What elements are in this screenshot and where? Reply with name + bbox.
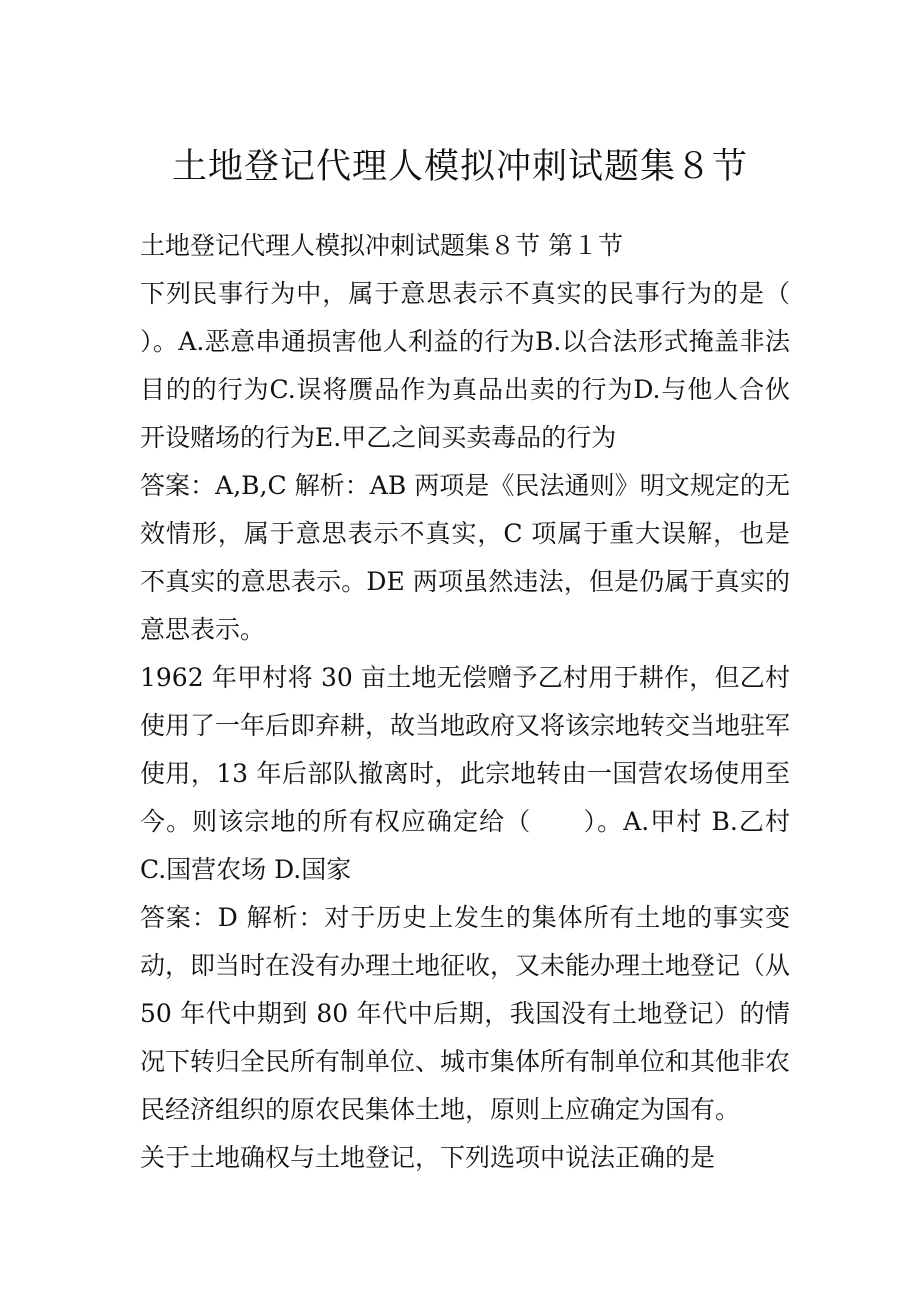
section-heading: 土地登记代理人模拟冲刺试题集８节 第１节 — [140, 231, 623, 260]
document-title: 土地登记代理人模拟冲刺试题集８节 — [171, 147, 748, 187]
question-2: 1962 年甲村将 30 亩土地无偿赠予乙村用于耕作，但乙村使用了一年后即弃耕，故当地政府又将该宗地转交当地驻军使用，13 年后部队撤离时，此宗地转由一国营农场使用至今。则该宗地的所有权应确定给（ ）。A.甲村 B.乙村 C.国营农场 D.国家 — [140, 663, 791, 884]
question-1: 下列民事行为中，属于意思表示不真实的民事行为的是（ ）。A.恶意串通损害他人利益的行为B.以合法形式掩盖非法目的的行为C.误将赝品作为真品出卖的行为D.与他人合伙开设赌场的行为E.甲乙之间买卖毒品的行为 — [140, 279, 841, 452]
question-3: 关于土地确权与土地登记，下列选项中说法正确的是 — [140, 1143, 716, 1172]
answer-2: 答案：D 解析：对于历史上发生的集体所有土地的事实变动，即当时在没有办理土地征收，又未能办理土地登记（从 50 年代中期到 80 年代中后期，我国没有土地登记）的情况下转归全民所有制单位、城市集体所有制单位和其他非农民经济组织的原农民集体土地，原则上应确定为国有。 — [140, 903, 791, 1124]
answer-1: 答案：A,B,C 解析：AB 两项是《民法通则》明文规定的无效情形，属于意思表示不真实，C 项属于重大误解，也是不真实的意思表示。DE 两项虽然违法，但是仍属于真实的意思表示。 — [140, 471, 790, 644]
document-body — [140, 222, 841, 1182]
